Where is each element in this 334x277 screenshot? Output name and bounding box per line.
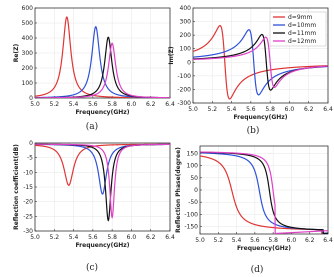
chart-panel-1 bbox=[13, 5, 175, 132]
x-tick-label: 5.0 bbox=[30, 234, 40, 241]
x-tick-label: 5.2 bbox=[213, 237, 224, 244]
y-tick-label: -300 bbox=[177, 100, 191, 107]
y-tick-label: -100 bbox=[184, 211, 198, 219]
y-tick-label: -10 bbox=[23, 169, 33, 177]
y-tick-label: 0 bbox=[194, 187, 198, 194]
x-tick-label: 5.6 bbox=[88, 234, 98, 241]
x-tick-label: 5.8 bbox=[107, 101, 117, 108]
x-tick-label: 5.6 bbox=[246, 106, 256, 113]
y-tick-label: 100 bbox=[21, 80, 33, 87]
x-tick-label: 6.2 bbox=[303, 106, 314, 113]
chart-panel-4 bbox=[175, 146, 333, 275]
y-axis-title: Im(Z) bbox=[168, 46, 175, 65]
y-tick-label: -20 bbox=[23, 198, 33, 206]
series-line-d-11mm bbox=[200, 152, 328, 233]
y-tick-label: 0 bbox=[29, 95, 33, 102]
x-tick-label: 5.0 bbox=[188, 106, 198, 113]
y-tick-label: 500 bbox=[21, 20, 33, 27]
y-tick-label: 400 bbox=[21, 35, 33, 42]
x-tick-label: 5.8 bbox=[107, 234, 117, 241]
series-line-d-12mm bbox=[35, 43, 170, 98]
x-tick-label: 6.4 bbox=[323, 237, 333, 244]
x-tick-label: 6.4 bbox=[165, 101, 175, 108]
panel-caption: (c) bbox=[85, 263, 99, 273]
y-tick-label: 300 bbox=[21, 50, 33, 57]
x-tick-label: 5.8 bbox=[268, 237, 278, 244]
series-line-d-11mm bbox=[35, 144, 170, 220]
y-tick-label: 200 bbox=[21, 65, 33, 72]
series-line-d-9mm bbox=[35, 17, 170, 98]
y-tick-label: -15 bbox=[23, 184, 33, 191]
x-tick-label: 6.0 bbox=[284, 106, 295, 113]
x-tick-label: 5.4 bbox=[68, 101, 79, 108]
x-tick-label: 6.0 bbox=[286, 237, 297, 244]
y-tick-label: -200 bbox=[177, 86, 191, 94]
x-tick-label: 5.2 bbox=[207, 106, 218, 113]
y-tick-label: 150 bbox=[186, 150, 198, 158]
x-tick-label: 6.2 bbox=[304, 237, 315, 244]
x-tick-label: 5.0 bbox=[30, 101, 40, 108]
x-axis-title: Frequency(GHz) bbox=[233, 114, 288, 121]
y-axis-title: Reflection Phase(degree) bbox=[175, 147, 182, 233]
y-tick-label: -30 bbox=[23, 228, 33, 235]
x-tick-label: 5.4 bbox=[68, 234, 79, 241]
legend-label: d=10mm bbox=[288, 22, 317, 29]
y-tick-label: 600 bbox=[21, 5, 33, 12]
x-tick-label: 5.2 bbox=[49, 234, 60, 241]
y-tick-label: -5 bbox=[27, 154, 33, 162]
y-tick-label: -100 bbox=[177, 72, 191, 80]
panel-caption: (b) bbox=[246, 126, 260, 136]
y-tick-label: -50 bbox=[188, 199, 198, 207]
legend-label: d=11mm bbox=[288, 30, 317, 37]
legend-label: d=9mm bbox=[288, 14, 313, 21]
series-line-d-10mm bbox=[35, 144, 170, 194]
x-tick-label: 5.0 bbox=[195, 237, 205, 244]
y-tick-label: 0 bbox=[187, 59, 191, 67]
series-line-d-12mm bbox=[35, 144, 170, 217]
y-tick-label: 100 bbox=[179, 45, 191, 53]
series-group bbox=[35, 17, 170, 98]
y-tick-label: -150 bbox=[184, 223, 198, 231]
chart-panel-3 bbox=[13, 140, 175, 273]
panel-caption: (d) bbox=[250, 265, 264, 275]
x-tick-label: 5.2 bbox=[49, 101, 60, 108]
y-axis-title: Reflection coefficient(dB) bbox=[13, 144, 20, 230]
x-tick-label: 6.0 bbox=[126, 234, 137, 241]
x-tick-label: 6.4 bbox=[165, 234, 175, 241]
x-axis-title: Frequency(GHz) bbox=[75, 109, 130, 116]
x-axis-title: Frequency(GHz) bbox=[75, 242, 130, 249]
series-group bbox=[35, 144, 170, 220]
y-tick-label: -25 bbox=[23, 213, 33, 221]
x-tick-label: 6.0 bbox=[126, 101, 137, 108]
y-tick-label: 50 bbox=[190, 174, 198, 182]
y-tick-label: 0 bbox=[29, 140, 33, 147]
y-tick-label: 400 bbox=[179, 5, 191, 12]
y-tick-label: 200 bbox=[179, 32, 191, 40]
series-line-d-12mm bbox=[200, 152, 328, 233]
x-tick-label: 5.8 bbox=[265, 106, 275, 113]
x-tick-label: 5.4 bbox=[226, 106, 237, 113]
x-tick-label: 6.2 bbox=[145, 234, 156, 241]
series-group bbox=[200, 152, 328, 234]
series-line-d-9mm bbox=[200, 156, 328, 234]
legend bbox=[270, 12, 326, 46]
y-axis-title: Re(Z) bbox=[13, 43, 20, 63]
x-axis-title: Frequency(GHz) bbox=[236, 245, 292, 252]
chart-panel-2 bbox=[168, 5, 333, 136]
x-tick-label: 6.4 bbox=[323, 106, 333, 113]
y-tick-label: 300 bbox=[179, 18, 191, 26]
x-tick-label: 6.2 bbox=[145, 101, 156, 108]
legend-label: d=12mm bbox=[288, 38, 317, 45]
panel-caption: (a) bbox=[85, 122, 99, 132]
y-tick-label: 100 bbox=[186, 162, 198, 170]
x-tick-label: 5.6 bbox=[250, 237, 260, 244]
x-tick-label: 5.4 bbox=[231, 237, 242, 244]
x-tick-label: 5.6 bbox=[88, 101, 98, 108]
